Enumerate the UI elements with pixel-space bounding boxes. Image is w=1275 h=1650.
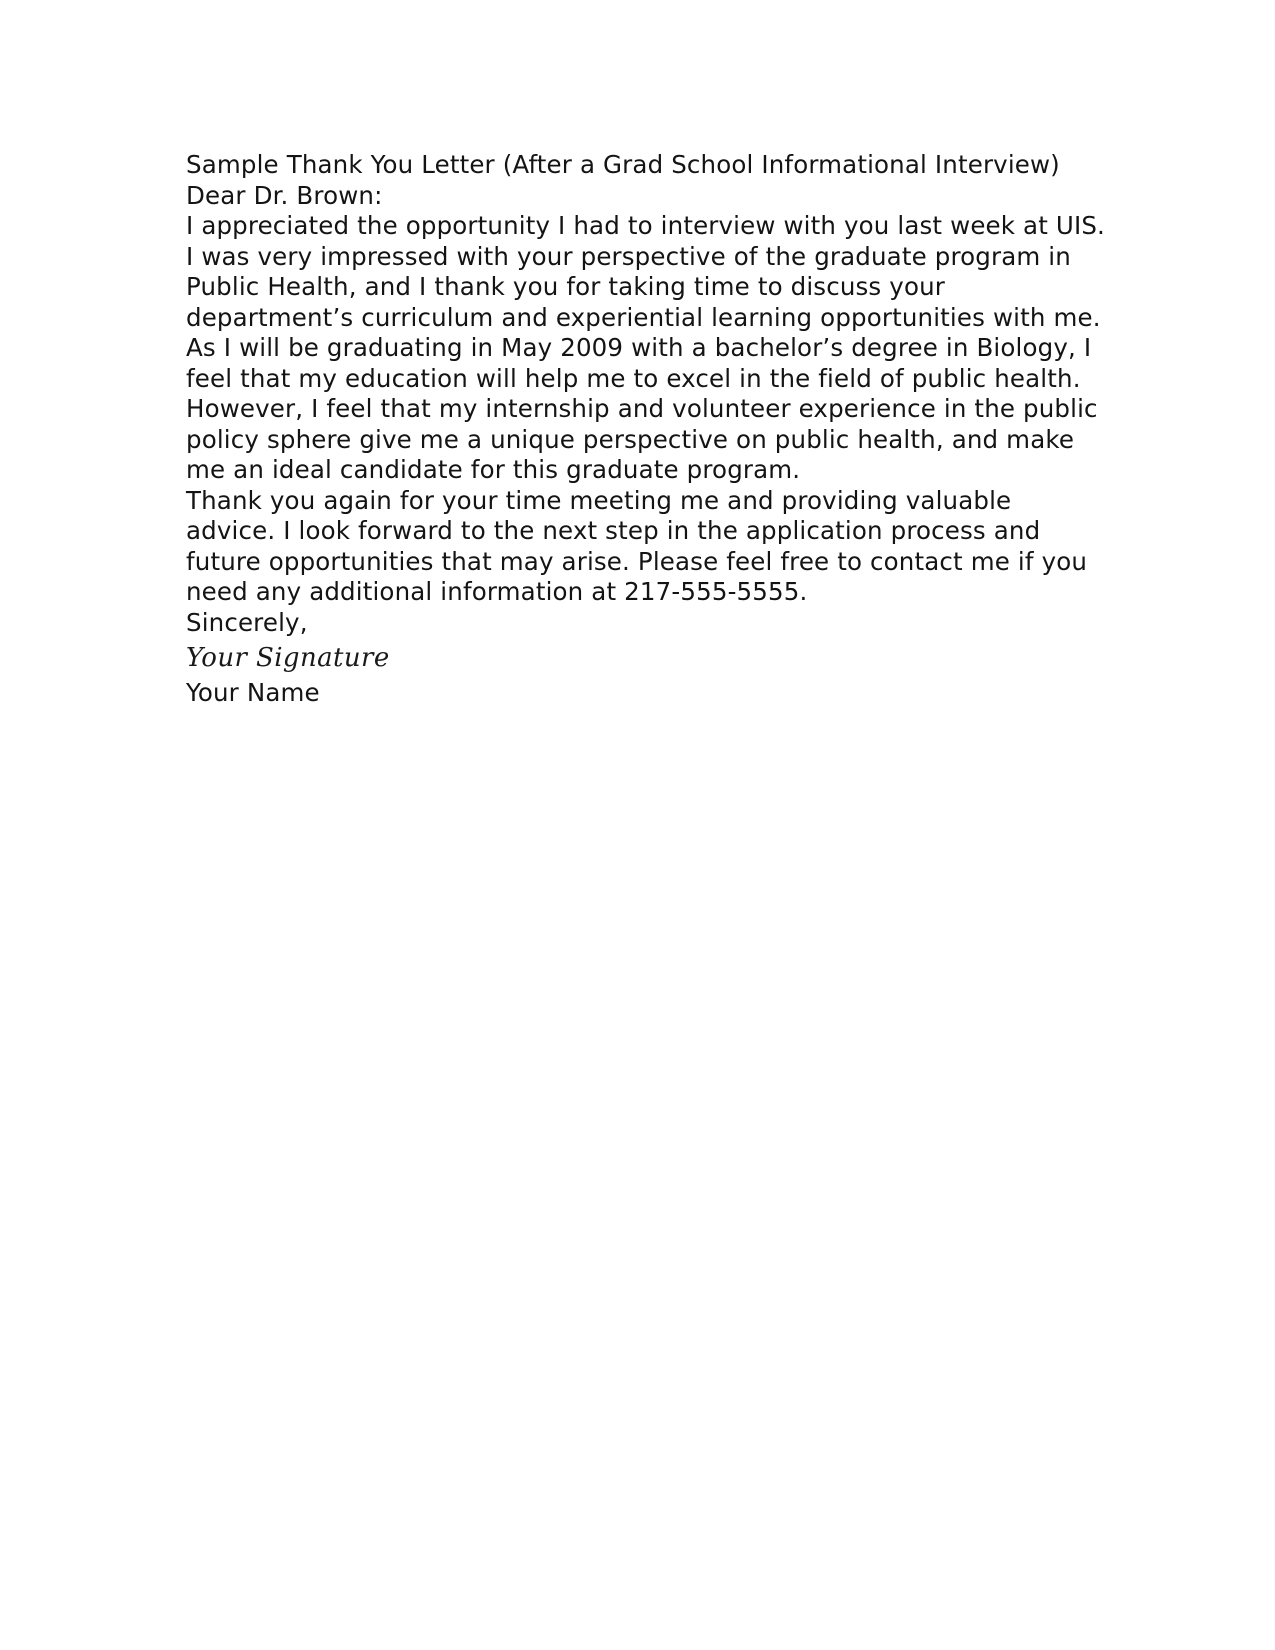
letter-closing: Sincerely,	[186, 607, 308, 637]
letter-salutation: Dear Dr. Brown:	[186, 180, 383, 210]
letter-body	[186, 150, 1106, 709]
letter-paragraph-1: I appreciated the opportunity I had to interview with you last week at UIS. I was very impressed with your perspective of the graduate program in Public Health, and I thank you for taking time to discuss your department’s curriculum and experiential learning opportunities with me.	[186, 211, 1105, 332]
letter-signature: Your Signature	[186, 643, 390, 673]
letter-sender-name: Your Name	[186, 678, 320, 707]
letter-paragraph-2: As I will be graduating in May 2009 with a bachelor’s degree in Biology, I feel that my education will help me to excel in the field of public health. However, I feel that my internship and volunteer experience in the public policy sphere give me a unique perspective on public health, and make me an ideal candidate for this graduate program.	[186, 333, 1098, 484]
letter-heading: Sample Thank You Letter (After a Grad School Informational Interview)	[186, 150, 1060, 179]
letter-paragraph-3: Thank you again for your time meeting me and providing valuable advice. I look forward to the next step in the application process and future opportunities that may arise. Please feel free to contact me if you need any additional information at 217-555-5555.	[186, 485, 1088, 606]
